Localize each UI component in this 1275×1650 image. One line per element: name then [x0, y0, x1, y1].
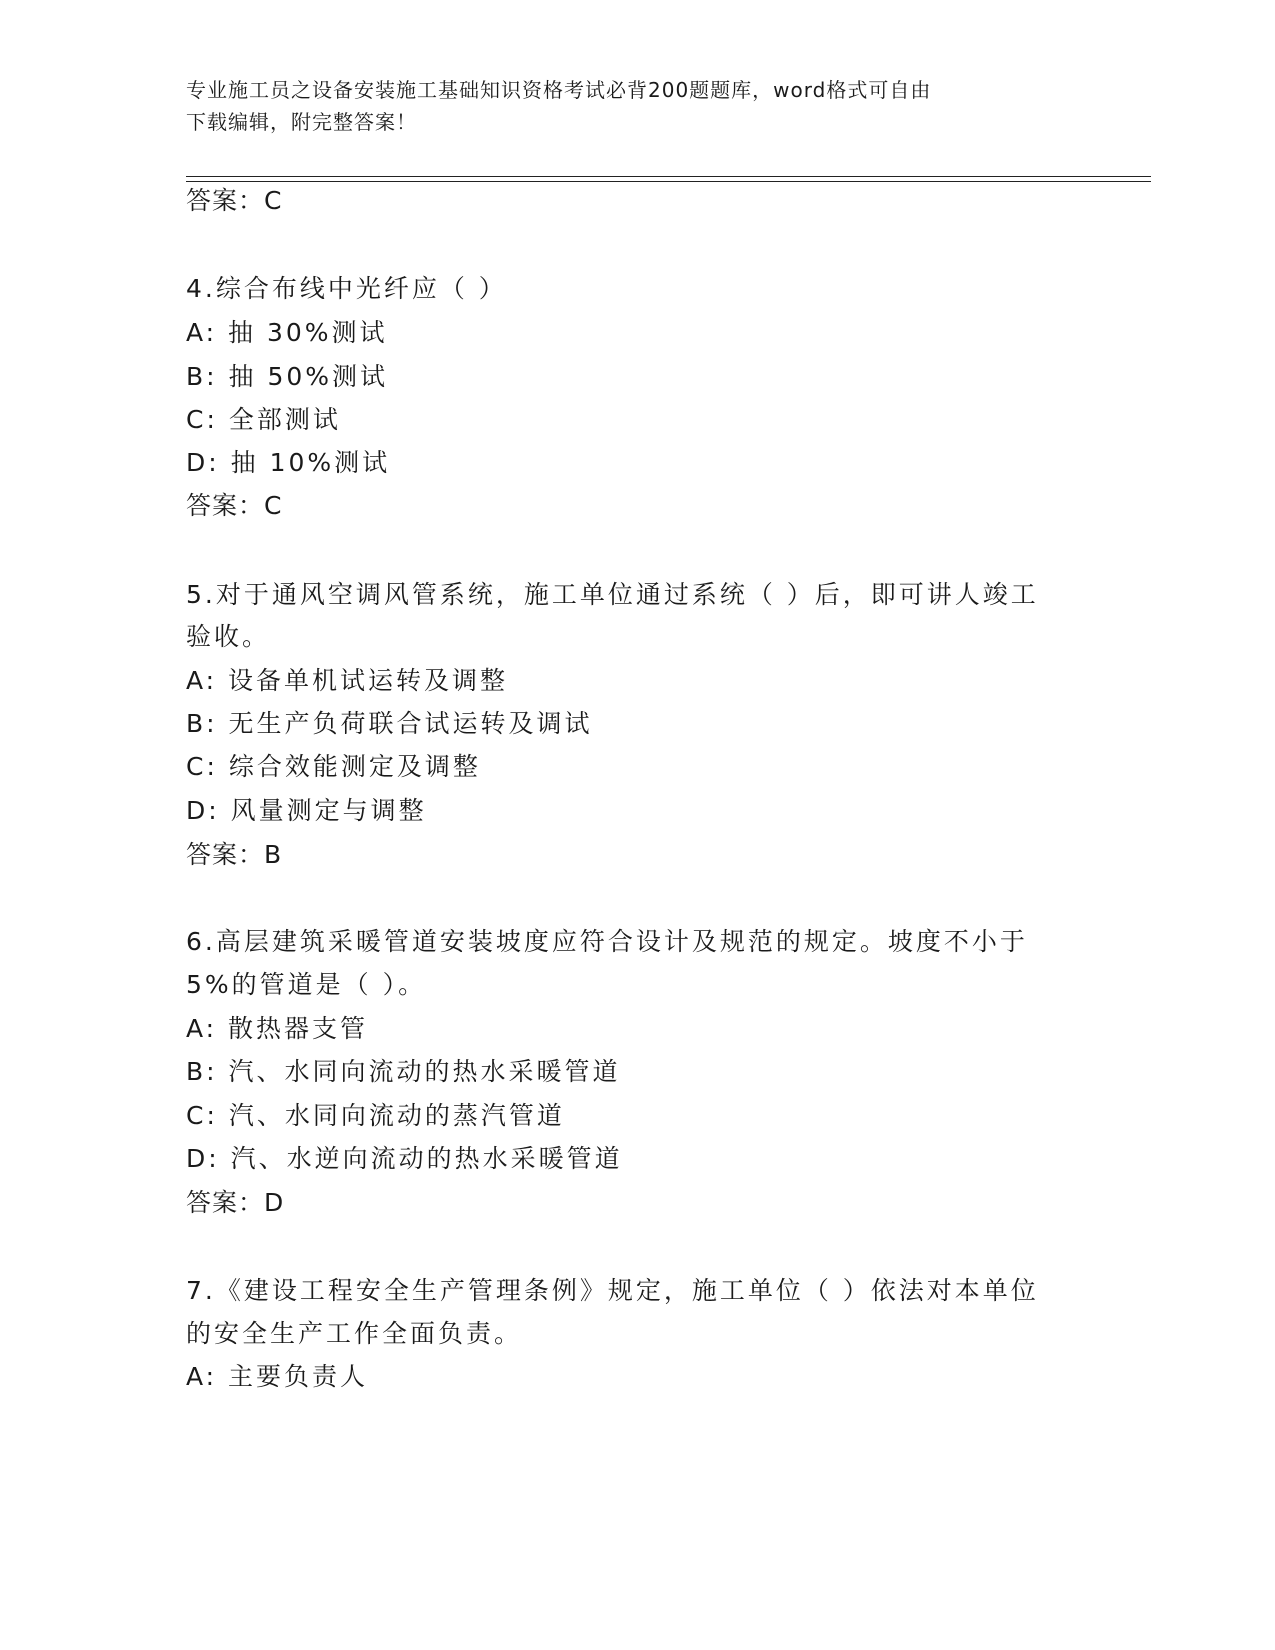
question-6-answer: 答案：D [186, 1188, 285, 1217]
header-divider-bottom [186, 181, 1151, 182]
header-divider-top [186, 176, 1151, 177]
question-7-stem-line-2: 的安全生产工作全面负责。 [186, 1319, 523, 1348]
question-6-stem-line-2: 5%的管道是（ ）。 [186, 970, 427, 999]
question-4-option-d: D: 抽 10%测试 [186, 448, 391, 477]
question-6-option-b: B: 汽、水同向流动的热水采暖管道 [186, 1057, 621, 1086]
question-5-answer: 答案：B [186, 840, 283, 869]
document-header [186, 74, 1066, 138]
question-5-option-a: A: 设备单机试运转及调整 [186, 666, 509, 695]
question-7-stem-line-1: 7.《建设工程安全生产管理条例》规定，施工单位（ ）依法对本单位 [186, 1276, 1039, 1305]
answer-line: 答案：C [186, 186, 283, 215]
header-line-2: 下载编辑，附完整答案！ [186, 110, 417, 134]
question-5-stem-line-2: 验收。 [186, 622, 271, 651]
question-4-answer: 答案：C [186, 491, 283, 520]
question-5-option-c: C: 综合效能测定及调整 [186, 752, 481, 781]
question-5-option-d: D: 风量测定与调整 [186, 796, 427, 825]
question-7-option-a: A: 主要负责人 [186, 1362, 369, 1391]
header-line-1: 专业施工员之设备安装施工基础知识资格考试必背200题题库，word格式可自由 [186, 78, 932, 102]
question-5-option-b: B: 无生产负荷联合试运转及调试 [186, 709, 593, 738]
question-4-option-c: C: 全部测试 [186, 405, 341, 434]
question-4-option-b: B: 抽 50%测试 [186, 362, 389, 391]
question-4-option-a: A: 抽 30%测试 [186, 318, 388, 347]
question-6-option-c: C: 汽、水同向流动的蒸汽管道 [186, 1101, 565, 1130]
question-6-option-a: A: 散热器支管 [186, 1014, 369, 1043]
question-6-option-d: D: 汽、水逆向流动的热水采暖管道 [186, 1144, 623, 1173]
question-4-stem: 4.综合布线中光纤应（ ） [186, 274, 507, 303]
question-5-stem-line-1: 5.对于通风空调风管系统，施工单位通过系统（ ）后，即可讲人竣工 [186, 580, 1039, 609]
question-6-stem-line-1: 6.高层建筑采暖管道安装坡度应符合设计及规范的规定。坡度不小于 [186, 927, 1028, 956]
